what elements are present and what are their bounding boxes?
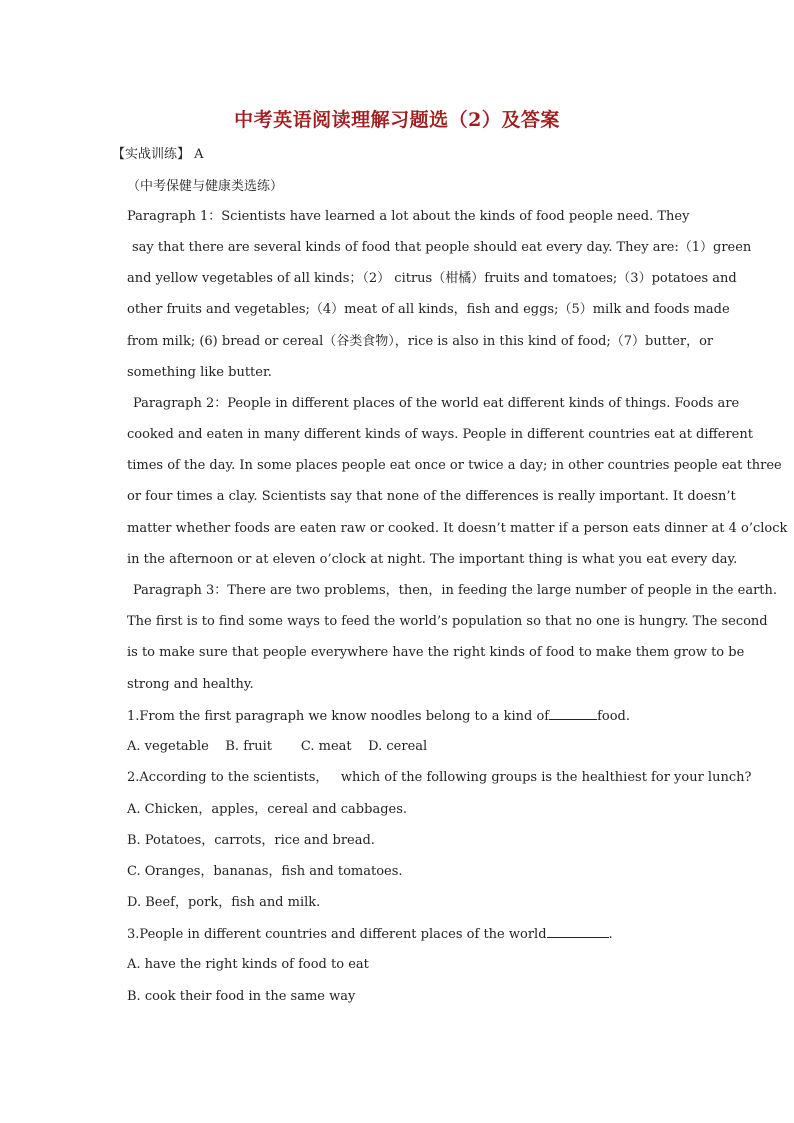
question-1-stem xyxy=(127,707,630,726)
answer-blank xyxy=(549,707,597,720)
question-1-options: A. vegetable B. fruit C. meat D. cereal xyxy=(127,739,428,754)
question-3-text: 3.People in different countries and different places of the world xyxy=(127,927,547,942)
paragraph-3-line: Paragraph 3：There are two problems，then，in feeding the large number of people in the earth. xyxy=(133,583,778,598)
paragraph-3-line: is to make sure that people everywhere have the right kinds of food to make them grow to be xyxy=(127,645,745,660)
paragraph-3-line: The first is to find some ways to feed the world’s population so that no one is hungry. The second xyxy=(127,614,768,629)
paragraph-2-line: Paragraph 2：People in different places of the world eat different kinds of things. Foods are xyxy=(133,396,740,411)
paragraph-2-line: times of the day. In some places people eat once or twice a day; in other countries people eat three xyxy=(127,458,782,473)
paragraph-2-line: in the afternoon or at eleven o’clock at night. The important thing is what you eat every day. xyxy=(127,552,738,567)
paragraph-1-line: from milk; (6) bread or cereal（谷类食物），rice is also in this kind of food;（7）butter，or xyxy=(127,334,714,349)
question-3-option-b: B. cook their food in the same way xyxy=(127,989,356,1004)
paragraph-2-line: or four times a clay. Scientists say that none of the differences is really important. It doesn’t xyxy=(127,489,736,504)
question-2-stem: 2.According to the scientists， which of the following groups is the healthiest for your lunch? xyxy=(127,770,752,785)
paragraph-3-line: strong and healthy. xyxy=(127,677,254,692)
question-2-option-a: A. Chicken，apples，cereal and cabbages. xyxy=(127,802,408,817)
section-subtitle: （中考保健与健康类选练） xyxy=(127,179,284,194)
question-3-option-a: A. have the right kinds of food to eat xyxy=(127,957,369,972)
question-2-option-d: D. Beef，pork，fish and milk. xyxy=(127,895,321,910)
question-3-text-end: . xyxy=(608,927,613,942)
paragraph-2-line: matter whether foods are eaten raw or cooked. It doesn’t matter if a person eats dinner at 4 o’clock xyxy=(127,521,788,536)
paragraph-1-line: Paragraph 1：Scientists have learned a lot about the kinds of food people need. They xyxy=(127,209,690,224)
paragraph-1-line: something like butter. xyxy=(127,365,272,380)
question-2-option-b: B. Potatoes，carrots，rice and bread. xyxy=(127,833,375,848)
paragraph-2-line: cooked and eaten in many different kinds of ways. People in different countries eat at different xyxy=(127,427,753,442)
question-3-stem xyxy=(127,925,613,944)
section-label: 【实战训练】 A xyxy=(112,147,204,162)
paragraph-1-line: say that there are several kinds of food that people should eat every day. They are:（1）green xyxy=(132,240,752,255)
paragraph-1-line: and yellow vegetables of all kinds；（2） citrus（柑橘）fruits and tomatoes;（3）potatoes and xyxy=(127,271,737,286)
page-title: 中考英语阅读理解习题选（2）及答案 xyxy=(234,109,560,131)
paragraph-1-line: other fruits and vegetables;（4）meat of all kinds，fish and eggs;（5）milk and foods made xyxy=(127,302,730,317)
question-1-text-end: food. xyxy=(597,709,631,724)
question-2-option-c: C. Oranges，bananas，fish and tomatoes. xyxy=(127,864,403,879)
answer-blank xyxy=(547,925,609,938)
question-1-text: 1.From the first paragraph we know noodles belong to a kind of xyxy=(127,709,550,724)
